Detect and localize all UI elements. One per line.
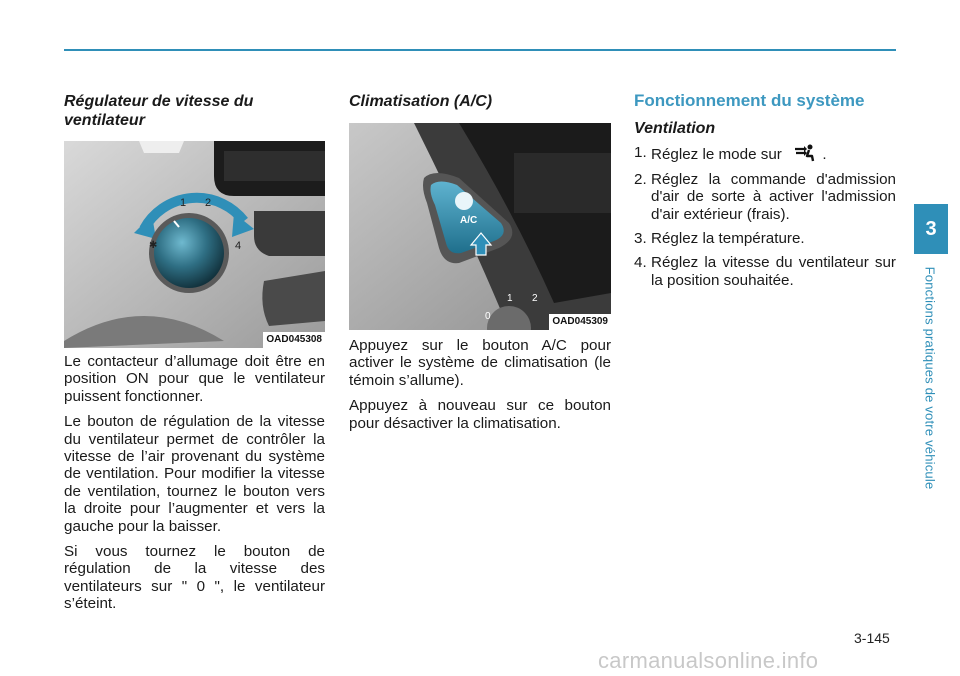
figure-code: OAD045309 [549, 314, 611, 330]
steps-list [634, 144, 896, 289]
paragraph: Appuyez à nouveau sur ce bouton pour désactiver la climatisation. [349, 397, 611, 432]
ac-button-label: A/C [460, 215, 478, 226]
list-item [634, 230, 896, 247]
column-fan-speed [64, 92, 325, 130]
ac-button-illustration [349, 123, 611, 330]
fan-speed-body [64, 353, 325, 621]
step-text: Réglez la température. [651, 230, 805, 248]
dial-label-2: 2 [532, 293, 538, 304]
top-rule [64, 49, 896, 51]
list-item [634, 171, 896, 223]
fan-speed-heading: Régulateur de vitesse du ventilateur [64, 93, 254, 129]
fan-knob-illustration [64, 141, 325, 348]
list-item [634, 144, 896, 163]
chapter-tab: 3 [914, 204, 948, 254]
figure-code: OAD045308 [263, 332, 325, 348]
step-text: Réglez le mode sur [651, 146, 782, 164]
step-number: 2. [634, 170, 647, 188]
ventilation-subheading: Ventilation [634, 120, 716, 138]
knob-label-1: 1 [180, 197, 187, 209]
paragraph: Le contacteur d’allumage doit être en position ON pour que le ventilateur puissent fonctionner. [64, 353, 325, 405]
dial-label-0: 0 [485, 311, 491, 322]
step-number: 4. [634, 254, 647, 272]
vent-mode-icon [792, 144, 818, 162]
column-system [634, 92, 896, 296]
watermark: carmanualsonline.info [598, 648, 819, 673]
list-item [634, 254, 896, 289]
column-ac [349, 92, 611, 111]
step-text: Réglez la vitesse du ventilateur sur la position souhaitée. [651, 254, 896, 289]
paragraph: Appuyez sur le bouton A/C pour activer le système de climatisation (le témoin s’allume). [349, 337, 611, 389]
step-number: 3. [634, 230, 647, 248]
chapter-label-text: Fonctions pratiques de votre véhicule [922, 266, 938, 490]
step-number: 1. [634, 144, 647, 162]
ac-figure [349, 123, 611, 330]
ac-heading: Climatisation (A/C) [349, 93, 493, 110]
dial-label-1: 1 [507, 293, 513, 304]
step-text: . [822, 146, 827, 164]
step-text: Réglez la commande d'admission d'air de sorte à activer l'admission d'air extérieur (frais). [651, 170, 896, 223]
knob-label-4: 4 [235, 240, 242, 252]
paragraph: Le bouton de régulation de la vitesse du ventilateur permet de contrôler la vitesse de l’air provenant du système de ventilation. Pour modifier la vitesse de ventilation, tournez le bouton vers la droite pour l’augmenter et vers la gauche pour la baisser. [64, 413, 325, 535]
paragraph: Si vous tournez le bouton de régulation de la vitesse des ventilateurs sur " 0 ", le ventilateur s’éteint. [64, 543, 325, 613]
system-heading: Fonctionnement du système [634, 91, 865, 110]
page-number: 3-145 [854, 630, 890, 646]
ac-body [349, 337, 611, 440]
knob-label-2: 2 [205, 197, 212, 209]
fan-speed-figure [64, 141, 325, 348]
svg-text:✱: ✱ [149, 240, 158, 251]
